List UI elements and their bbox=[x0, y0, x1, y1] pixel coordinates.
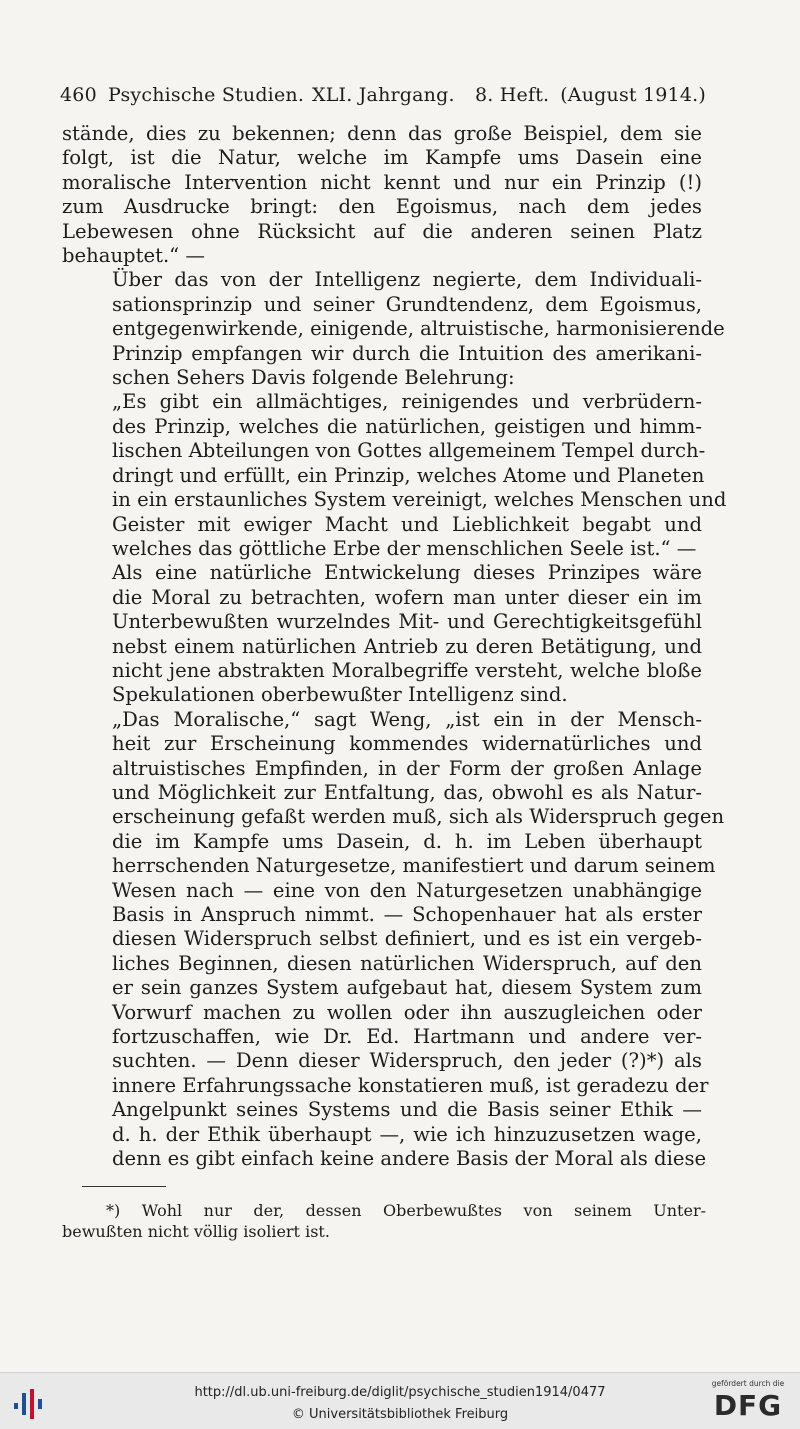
dfg-logo[interactable]: DFG bbox=[713, 1389, 783, 1422]
text-line: lischen Abteilungen von Gottes allgemeinem Tempel durch- bbox=[112, 439, 706, 463]
text-line: Unterbewußten wurzelndes Mit- und Gerechtigkeitsgefühl bbox=[112, 610, 702, 634]
text-line: nicht jene abstrakten Moralbegriffe versteht, welche bloße bbox=[112, 658, 702, 682]
text-line: entgegenwirkende, einigende, altruistische, harmonisierende bbox=[112, 317, 725, 341]
text-line: Prinzip empfangen wir durch die Intuition des amerikani- bbox=[112, 341, 702, 365]
text-line: Basis in Anspruch nimmt. — Schopenhauer hat als erster bbox=[112, 903, 702, 926]
text-line: folgt, ist die Natur, welche im Kampfe ums Dasein eine bbox=[62, 146, 702, 170]
viewer-footer bbox=[0, 1372, 800, 1429]
footnote-line: bewußten nicht völlig isoliert ist. bbox=[62, 1222, 330, 1241]
text-line: moralische Intervention nicht kennt und nur ein Prinzip (!) bbox=[62, 170, 702, 194]
volume-label: XLI. Jahrgang. bbox=[312, 84, 455, 106]
permalink-url[interactable]: http://dl.ub.uni-freiburg.de/diglit/psychische_studien1914/0477 bbox=[194, 1385, 606, 1400]
text-line: denn es gibt einfach keine andere Basis der Moral als diese bbox=[112, 1147, 707, 1171]
text-line: schen Sehers Davis folgende Belehrung: bbox=[112, 366, 515, 390]
text-line: Wesen nach — eine von den Naturgesetzen unabhängige bbox=[112, 878, 702, 902]
text-line: und Möglichkeit zur Entfaltung, das, obwohl es als Natur- bbox=[112, 780, 702, 804]
text-line: Lebewesen ohne Rücksicht auf die anderen seinen Platz bbox=[62, 219, 702, 243]
paragraph bbox=[62, 390, 727, 561]
text-line: d. h. der Ethik überhaupt —, wie ich hinzuzusetzen wage, bbox=[112, 1122, 702, 1146]
body-text bbox=[62, 122, 727, 1171]
paragraph bbox=[62, 561, 702, 707]
text-line: des Prinzip, welches die natürlichen, geistigen und himm- bbox=[112, 414, 702, 438]
text-line: suchten. — Denn dieser Widerspruch, den jeder (?)*) als bbox=[112, 1049, 702, 1073]
text-line: „Es gibt ein allmächtiges, reinigendes und verbrüdern- bbox=[112, 390, 702, 414]
text-line: erscheinung gefaßt werden muß, sich als Widerspruch gegen bbox=[112, 805, 725, 829]
paragraph bbox=[62, 707, 725, 1172]
text-line: die im Kampfe ums Dasein, d. h. im Leben überhaupt bbox=[112, 829, 702, 853]
text-line: fortzuschaffen, wie Dr. Ed. Hartmann und andere ver- bbox=[112, 1025, 702, 1049]
text-line: dringt und erfüllt, ein Prinzip, welches Atome und Planeten bbox=[112, 463, 705, 487]
text-line: Angelpunkt seines Systems und die Basis seiner Ethik — bbox=[112, 1098, 702, 1122]
running-head bbox=[60, 84, 706, 110]
text-line: er sein ganzes System aufgebaut hat, diesem System zum bbox=[112, 976, 702, 1000]
text-line: welches das göttliche Erbe der menschlichen Seele ist.“ — bbox=[112, 536, 697, 560]
text-line: sationsprinzip und seiner Grundtendenz, dem Egoismus, bbox=[112, 292, 702, 316]
text-line: diesen Widerspruch selbst definiert, und es ist ein vergeb- bbox=[112, 927, 702, 951]
page-number: 460 bbox=[60, 84, 97, 106]
text-line: heit zur Erscheinung kommendes widernatürliches und bbox=[112, 732, 702, 756]
text-line: Spekulationen oberbewußter Intelligenz sind. bbox=[112, 683, 568, 707]
copyright-notice: © Universitätsbibliothek Freiburg bbox=[291, 1407, 509, 1422]
issue-label: 8. Heft. bbox=[475, 84, 550, 106]
text-line: „Das Moralische,“ sagt Weng, „ist ein in der Mensch- bbox=[112, 707, 702, 731]
dfg-tagline: gefördert durch die bbox=[711, 1379, 785, 1388]
text-line: nebst einem natürlichen Antrieb zu deren Betätigung, und bbox=[112, 634, 702, 658]
paragraph bbox=[62, 122, 702, 268]
text-line: altruistisches Empfinden, in der Form der großen Anlage bbox=[112, 756, 702, 780]
text-line: zum Ausdrucke bringt: den Egoismus, nach dem jedes bbox=[62, 195, 702, 219]
text-line: die Moral zu betrachten, wofern man unter dieser ein im bbox=[112, 585, 702, 609]
text-line: Als eine natürliche Entwickelung dieses Prinzipes wäre bbox=[112, 561, 702, 585]
paragraph bbox=[62, 268, 725, 390]
text-line: herrschenden Naturgesetze, manifestiert und darum seinem bbox=[112, 854, 716, 878]
text-line: Über das von der Intelligenz negierte, dem Individuali- bbox=[112, 268, 702, 292]
issue-date: (August 1914.) bbox=[560, 84, 706, 106]
text-line: Geister mit ewiger Macht und Lieblichkeit begabt und bbox=[112, 512, 702, 536]
text-line: liches Beginnen, diesen natürlichen Widerspruch, auf den bbox=[112, 951, 702, 975]
footnote-rule bbox=[82, 1186, 166, 1187]
text-line: behauptet.“ — bbox=[62, 244, 206, 268]
text-line: Vorwurf machen zu wollen oder ihn auszugleichen oder bbox=[112, 1000, 702, 1024]
text-line: innere Erfahrungssache konstatieren muß, ist geradezu der bbox=[112, 1073, 709, 1097]
journal-title: Psychische Studien. bbox=[108, 84, 305, 106]
text-line: stände, dies zu bekennen; denn das große Beispiel, dem sie bbox=[62, 122, 702, 145]
footnote-line: *) Wohl nur der, dessen Oberbewußtes von seinem Unter- bbox=[106, 1201, 706, 1220]
footnote bbox=[62, 1200, 706, 1242]
text-line: in ein erstaunliches System vereinigt, welches Menschen und bbox=[112, 488, 727, 512]
